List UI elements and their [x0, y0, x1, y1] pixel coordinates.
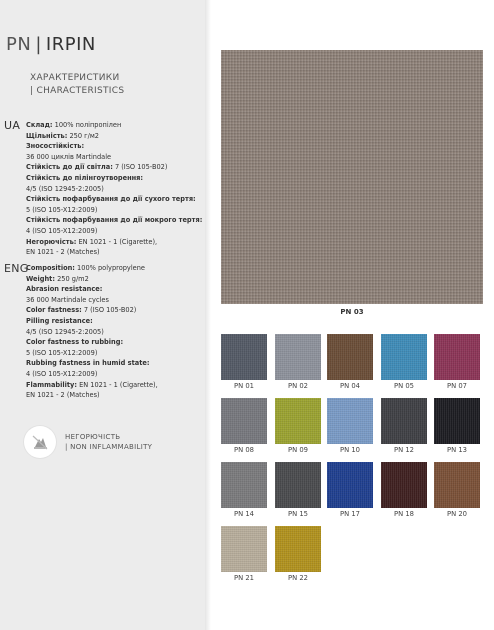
title-name: IRPIN [45, 34, 96, 55]
spec-line [26, 120, 204, 131]
swatch-label: PN 20 [447, 510, 467, 518]
swatch-label: PN 04 [340, 382, 360, 390]
spec-label: Flammability: [26, 380, 77, 389]
swatch-label: PN 22 [288, 574, 308, 582]
color-swatch [434, 462, 480, 508]
title-separator: | [35, 34, 42, 55]
spec-line [26, 247, 204, 258]
spec-value: EN 1021 - 1 (Cigarette), [76, 237, 158, 246]
panel-divider [205, 0, 211, 630]
spec-label: Стійкість пофарбування до дії сухого тертя: [26, 195, 196, 204]
main-swatch-label: PN 03 [340, 308, 364, 316]
swatch-label: PN 21 [234, 574, 254, 582]
spec-label: Color fastness: [26, 306, 82, 315]
spec-line [26, 369, 204, 380]
page-title [6, 34, 96, 55]
spec-value: 100% поліпропілен [52, 121, 122, 129]
title-prefix: PN [6, 34, 32, 55]
spec-value: 7 (ISO 105-B02) [81, 306, 137, 315]
swatch-label: PN 05 [394, 382, 414, 390]
spec-label: Color fastness to rubbing: [26, 338, 124, 347]
color-swatch [381, 334, 427, 380]
spec-line [26, 205, 204, 216]
spec-value: 5 (ISO 105-X12:2009) [26, 205, 98, 214]
swatch-label: PN 14 [234, 510, 254, 518]
color-swatch [221, 398, 267, 444]
spec-value: 4/5 (ISO 12945-2:2005) [26, 327, 104, 336]
swatch-label: PN 01 [234, 382, 254, 390]
spec-line [26, 390, 204, 401]
spec-value: 36 000 Martindale cycles [26, 295, 109, 304]
spec-label: Щільність: [26, 131, 68, 140]
spec-value: 250 g/m2 [54, 274, 89, 283]
color-swatch [381, 398, 427, 444]
spec-line [26, 131, 204, 142]
spec-label: Abrasion resistance: [26, 285, 103, 294]
spec-line [26, 337, 204, 348]
spec-label: Стійкість до пілінгоутворення: [26, 173, 144, 182]
non-flammable-ua: НЕГОРЮЧІСТЬ [65, 433, 121, 441]
spec-line [26, 327, 204, 338]
spec-label: Rubbing fastness in humid state: [26, 359, 150, 368]
non-flammable-icon [24, 426, 56, 458]
spec-line [26, 152, 204, 163]
color-swatch [221, 462, 267, 508]
color-swatch [275, 398, 321, 444]
spec-label: Composition: [26, 264, 75, 272]
swatch-label: PN 17 [340, 510, 360, 518]
spec-value: 7 (ISO 105-B02) [112, 163, 168, 172]
spec-line [26, 380, 204, 391]
spec-value: EN 1021 - 2 (Matches) [26, 391, 100, 400]
spec-label: Стійкість пофарбування до дії мокрого тертя: [26, 216, 203, 225]
color-swatch [327, 462, 373, 508]
spec-list-ua [26, 120, 204, 258]
spec-line [26, 284, 204, 295]
swatch-label: PN 09 [288, 446, 308, 454]
swatch-label: PN 15 [288, 510, 308, 518]
lang-label-ua: UA [4, 119, 21, 132]
color-swatch [275, 462, 321, 508]
spec-line [26, 237, 204, 248]
spec-line [26, 162, 204, 173]
characteristics-ua: ХАРАКТЕРИСТИКИ [30, 73, 120, 83]
non-flammable-en: | NON INFLAMMABILITY [65, 443, 153, 451]
spec-line [26, 215, 204, 226]
spec-value: 4 (ISO 105-X12:2009) [26, 369, 98, 378]
spec-value: EN 1021 - 2 (Matches) [26, 248, 100, 257]
lang-label-en: ENG [4, 262, 29, 275]
main-fabric-swatch [221, 50, 483, 304]
spec-label: Склад: [26, 121, 53, 129]
spec-label: Pilling resistance: [26, 316, 93, 325]
color-swatch [275, 526, 321, 572]
spec-line [26, 348, 204, 359]
swatch-label: PN 18 [394, 510, 414, 518]
characteristics-heading [30, 72, 124, 98]
color-swatch [327, 398, 373, 444]
spec-line [26, 194, 204, 205]
color-swatch [275, 334, 321, 380]
spec-value: 36 000 циклів Martindale [26, 152, 112, 161]
color-swatch [327, 334, 373, 380]
spec-line [26, 358, 204, 369]
spec-line [26, 226, 204, 237]
spec-value: 4 (ISO 105-X12:2009) [26, 226, 98, 235]
swatch-label: PN 12 [394, 446, 414, 454]
swatch-label: PN 08 [234, 446, 254, 454]
spec-line [26, 295, 204, 306]
spec-value: 5 (ISO 105-X12:2009) [26, 348, 98, 357]
swatch-label: PN 02 [288, 382, 308, 390]
spec-line [26, 173, 204, 184]
spec-line [26, 316, 204, 327]
color-swatch [434, 398, 480, 444]
color-swatch [221, 334, 267, 380]
spec-line [26, 305, 204, 316]
spec-value: 250 г/м2 [67, 131, 99, 140]
spec-line [26, 184, 204, 195]
characteristics-en: | CHARACTERISTICS [30, 86, 125, 96]
spec-label: Негорючість: [26, 237, 77, 246]
spec-label: Стійкість до дії світла: [26, 163, 113, 172]
spec-line [26, 274, 204, 285]
spec-label: Зносостійкість: [26, 142, 85, 151]
spec-list-en [26, 263, 204, 401]
spec-value: 4/5 (ISO 12945-2:2005) [26, 184, 104, 193]
spec-label: Weight: [26, 274, 55, 283]
spec-value: EN 1021 - 1 (Cigarette), [77, 380, 158, 389]
spec-line [26, 141, 204, 152]
spec-line [26, 263, 204, 274]
color-swatch [221, 526, 267, 572]
color-swatch [434, 334, 480, 380]
non-flammable-text [65, 432, 152, 452]
spec-value: 100% polypropylene [74, 264, 145, 272]
color-swatch [381, 462, 427, 508]
swatch-label: PN 13 [447, 446, 467, 454]
swatch-label: PN 10 [340, 446, 360, 454]
swatch-label: PN 07 [447, 382, 467, 390]
